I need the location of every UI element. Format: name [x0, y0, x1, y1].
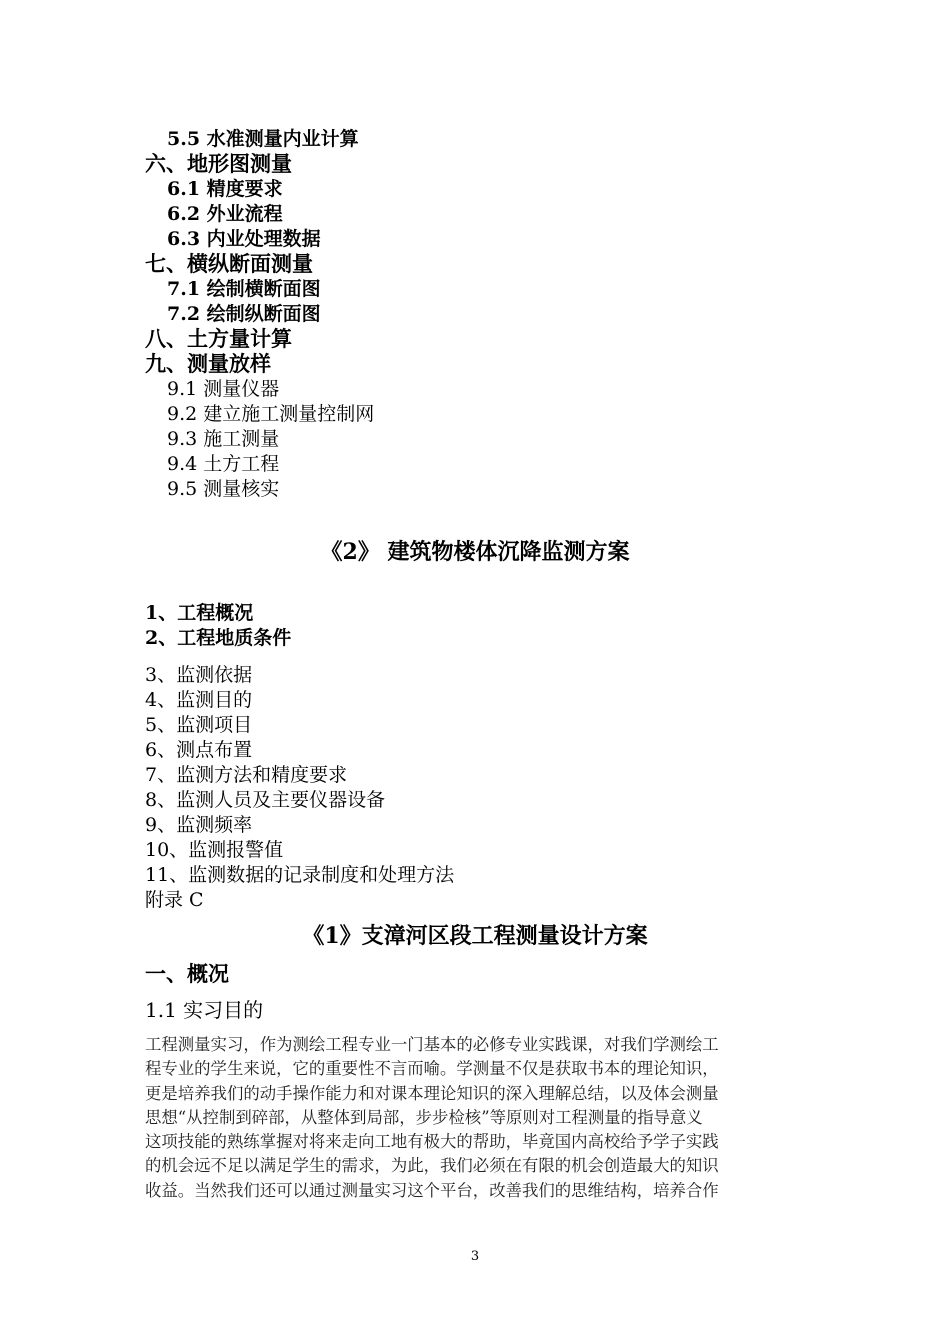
toc-chapter: 八、土方量计算 [145, 326, 292, 351]
list-item: 6、测点布置 [145, 739, 253, 761]
heading-overview: 一、概况 [145, 961, 229, 986]
page-number: 3 [470, 1249, 480, 1264]
list-item: 9、监测频率 [145, 814, 253, 836]
list-item: 11、监测数据的记录制度和处理方法 [145, 864, 455, 886]
toc-chapter: 九、测量放样 [145, 351, 271, 376]
body-line: 这项技能的熟练掌握对将来走向工地有极大的帮助，毕竟国内高校给予学子实践 [145, 1132, 719, 1152]
body-line: 思想“从控制到碎部，从整体到局部，步步检核”等原则对工程测量的指导意义 [145, 1107, 703, 1127]
toc-chapter: 六、地形图测量 [145, 151, 292, 176]
toc-item: 9.5 测量核实 [167, 478, 280, 500]
body-line: 工程测量实习，作为测绘工程专业一门基本的必修专业实践课，对我们学测绘工 [145, 1035, 719, 1054]
toc-chapter: 七、横纵断面测量 [145, 251, 313, 276]
heading-purpose: 1.1 实习目的 [145, 998, 264, 1022]
toc-item: 9.1 测量仪器 [167, 378, 280, 400]
list-item: 2、工程地质条件 [145, 627, 292, 649]
toc-item: 9.2 建立施工测量控制网 [167, 403, 375, 425]
body-line: 收益。当然我们还可以通过测量实习这个平台，改善我们的思维结构，培养合作 [145, 1180, 719, 1200]
list-item: 8、监测人员及主要仪器设备 [145, 789, 386, 811]
body-line: 的机会远不足以满足学生的需求，为此，我们必须在有限的机会创造最大的知识 [145, 1156, 719, 1176]
toc-item: 6.3 内业处理数据 [167, 228, 321, 250]
toc-item: 6.2 外业流程 [167, 203, 283, 225]
list-item: 3、监测依据 [145, 664, 253, 686]
list-item: 附录 C [145, 889, 204, 911]
toc-item: 9.3 施工测量 [167, 428, 280, 450]
toc-item: 5.5 水准测量内业计算 [167, 128, 359, 150]
body-paragraph [145, 1033, 807, 1203]
body-line: 更是培养我们的动手操作能力和对课本理论知识的深入理解总结，以及体会测量 [145, 1083, 719, 1103]
toc-item: 6.1 精度要求 [167, 178, 283, 200]
toc-item: 7.1 绘制横断面图 [167, 278, 321, 300]
section2-title: 《2》 建筑物楼体沉降监测方案 [320, 539, 630, 565]
list-item: 7、监测方法和精度要求 [145, 764, 348, 786]
list-item: 1、工程概况 [145, 602, 254, 624]
list-item: 4、监测目的 [145, 689, 253, 711]
list-item: 5、监测项目 [145, 714, 253, 736]
body-line: 程专业的学生来说，它的重要性不言而喻。学测量不仅是获取书本的理论知识， [145, 1059, 719, 1079]
toc-item: 9.4 土方工程 [167, 453, 280, 475]
list-item: 10、监测报警值 [145, 839, 284, 861]
section1-title: 《1》支漳河区段工程测量设计方案 [302, 923, 648, 949]
toc-item: 7.2 绘制纵断面图 [167, 303, 321, 325]
